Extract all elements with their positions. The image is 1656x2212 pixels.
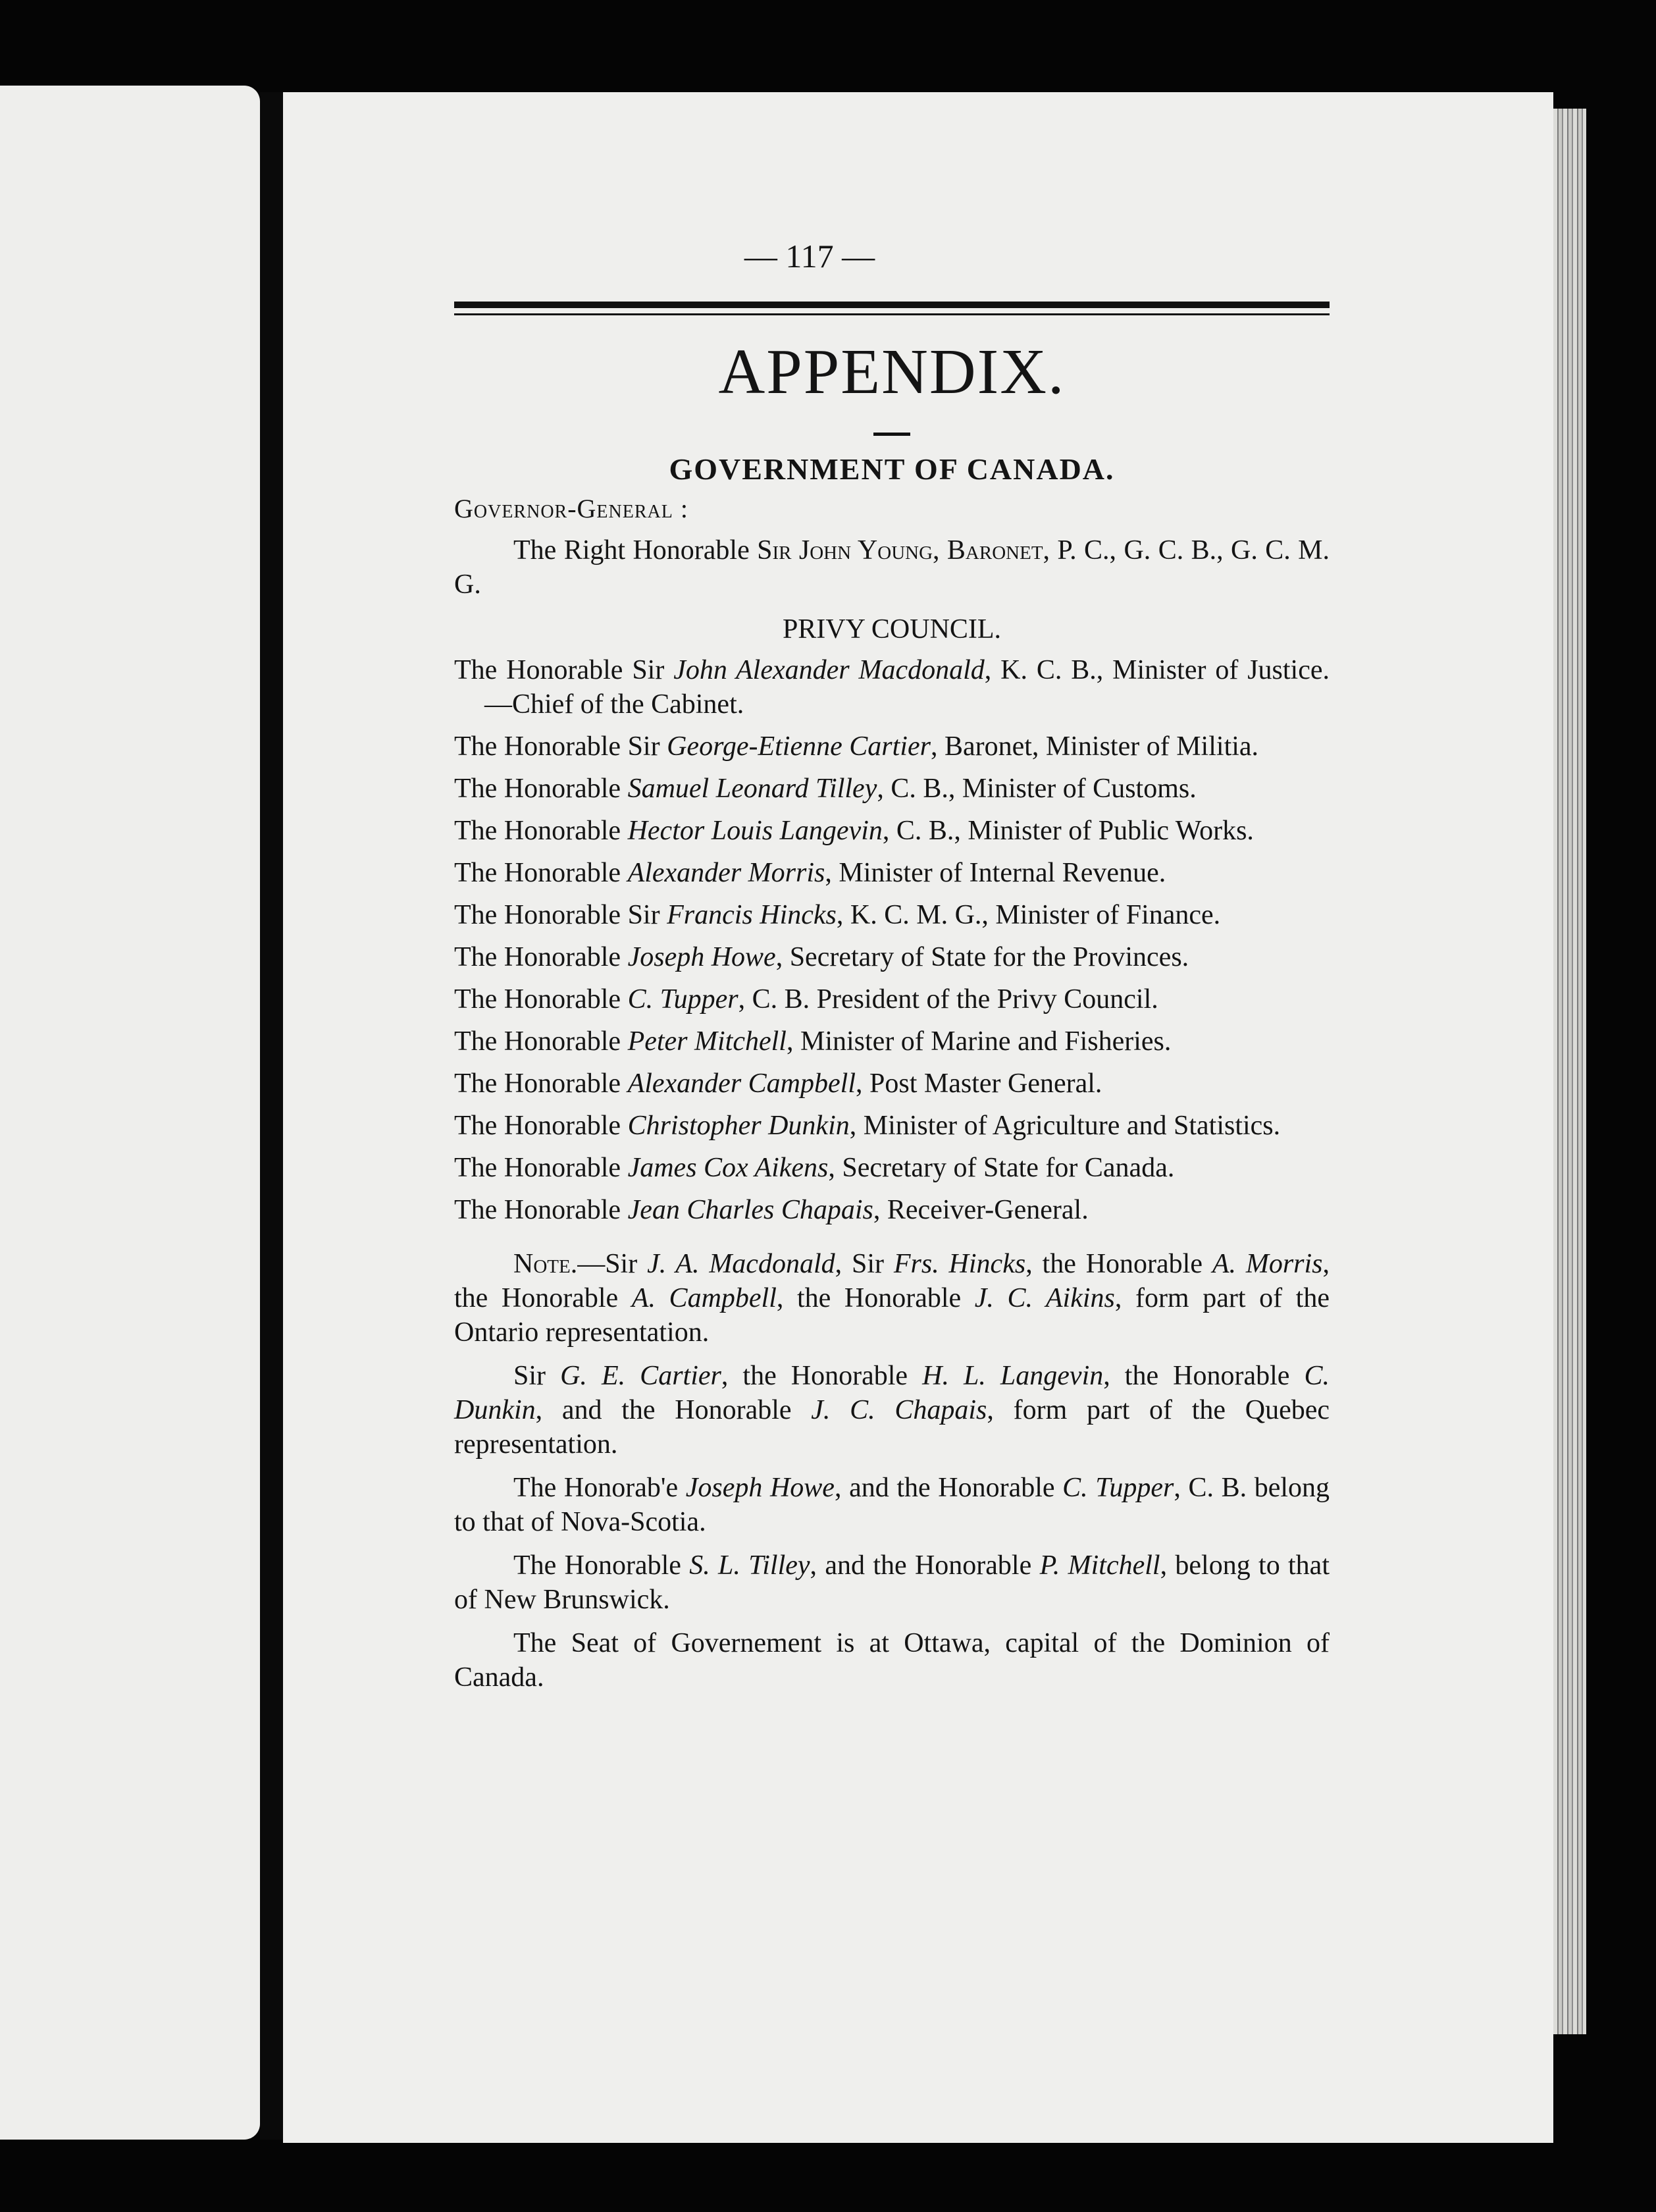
governor-general-entry (454, 533, 1330, 602)
council-member: The Honorable Sir Francis Hincks, K. C. M. G., Minister of Finance. (454, 900, 1221, 930)
privy-council-list (454, 653, 1330, 1227)
council-member: The Honorable Alexander Morris, Minister of Internal Revenue. (454, 858, 1166, 888)
council-member: The Honorable Alexander Campbell, Post Master General. (454, 1068, 1102, 1099)
member-name: George-Etienne Cartier (667, 731, 931, 762)
council-member: The Honorable Samuel Leonard Tilley, C. B., Minister of Customs. (454, 774, 1197, 804)
note-nova-scotia: The Honorab'e Joseph Howe, and the Honorable C. Tupper, C. B. belong to that of Nova-Scotia. (454, 1473, 1330, 1537)
book-page (283, 92, 1553, 2143)
council-member: The Honorable Hector Louis Langevin, C. B., Minister of Public Works. (454, 816, 1254, 846)
note-label: Note. (513, 1249, 578, 1279)
governor-general-label: Governor-General : (454, 494, 688, 523)
member-name: Christopher Dunkin (627, 1111, 850, 1141)
member-name: Francis Hincks (667, 900, 837, 930)
page-number: — 117 — (744, 238, 875, 275)
title-dash (873, 433, 910, 436)
book-gutter (260, 92, 286, 2140)
note-new-brunswick: The Honorable S. L. Tilley, and the Honorable P. Mitchell, belong to that of New Brunswick. (454, 1550, 1330, 1615)
note-ontario: Note.—Sir J. A. Macdonald, Sir Frs. Hincks, the Honorable A. Morris, the Honorable A. Campbell, the Honorable J. C. Aikins, form part of the Ontario representation. (454, 1249, 1330, 1348)
council-member: The Honorable Jean Charles Chapais, Receiver-General. (454, 1195, 1089, 1225)
council-member: The Honorable Joseph Howe, Secretary of State for the Provinces. (454, 942, 1189, 972)
council-member: The Honorable Sir John Alexander Macdonald, K. C. B., Minister of Justice.—Chief of the Cabinet. (454, 655, 1330, 720)
seat-of-government: The Seat of Governement is at Ottawa, capital of the Dominion of Canada. (454, 1628, 1330, 1693)
header-rule-thick (454, 302, 1330, 308)
section-heading: GOVERNMENT OF CANADA. (669, 452, 1115, 486)
member-name: Alexander Morris (627, 858, 825, 888)
member-name: Hector Louis Langevin (627, 816, 883, 846)
member-name: C. Tupper (627, 984, 738, 1014)
council-member: The Honorable C. Tupper, C. B. President of the Privy Council. (454, 984, 1158, 1014)
council-member: The Honorable Peter Mitchell, Minister of Marine and Fisheries. (454, 1026, 1172, 1057)
note-quebec: Sir G. E. Cartier, the Honorable H. L. Langevin, the Honorable C. Dunkin, and the Honorable J. C. Chapais, form part of the Quebec representation. (454, 1361, 1330, 1460)
member-name: Samuel Leonard Tilley (627, 774, 877, 804)
member-name: Jean Charles Chapais (627, 1195, 873, 1225)
privy-council-heading: PRIVY COUNCIL. (782, 614, 1002, 645)
member-name: John Alexander Macdonald (673, 655, 985, 685)
member-name: Peter Mitchell (627, 1026, 787, 1057)
header-rule-thin (454, 313, 1330, 315)
governor-general-prefix: The Right Honorable (513, 535, 750, 566)
governor-general-honours: G. C. B., G. C. M. G. (454, 535, 1330, 600)
council-member: The Honorable James Cox Aikens, Secretary of State for Canada. (454, 1153, 1175, 1183)
member-name: James Cox Aikens (627, 1153, 829, 1183)
page-content (454, 237, 1330, 1695)
governor-general-name: Sir John Young, Baronet, P. C., (757, 535, 1117, 566)
facing-left-page (0, 86, 260, 2140)
member-name: Alexander Campbell (627, 1068, 856, 1099)
page-title: APPENDIX. (718, 336, 1066, 408)
council-member: The Honorable Christopher Dunkin, Minister of Agriculture and Statistics. (454, 1111, 1281, 1141)
member-name: Joseph Howe (627, 942, 776, 972)
council-member: The Honorable Sir George-Etienne Cartier, Baronet, Minister of Militia. (454, 731, 1259, 762)
